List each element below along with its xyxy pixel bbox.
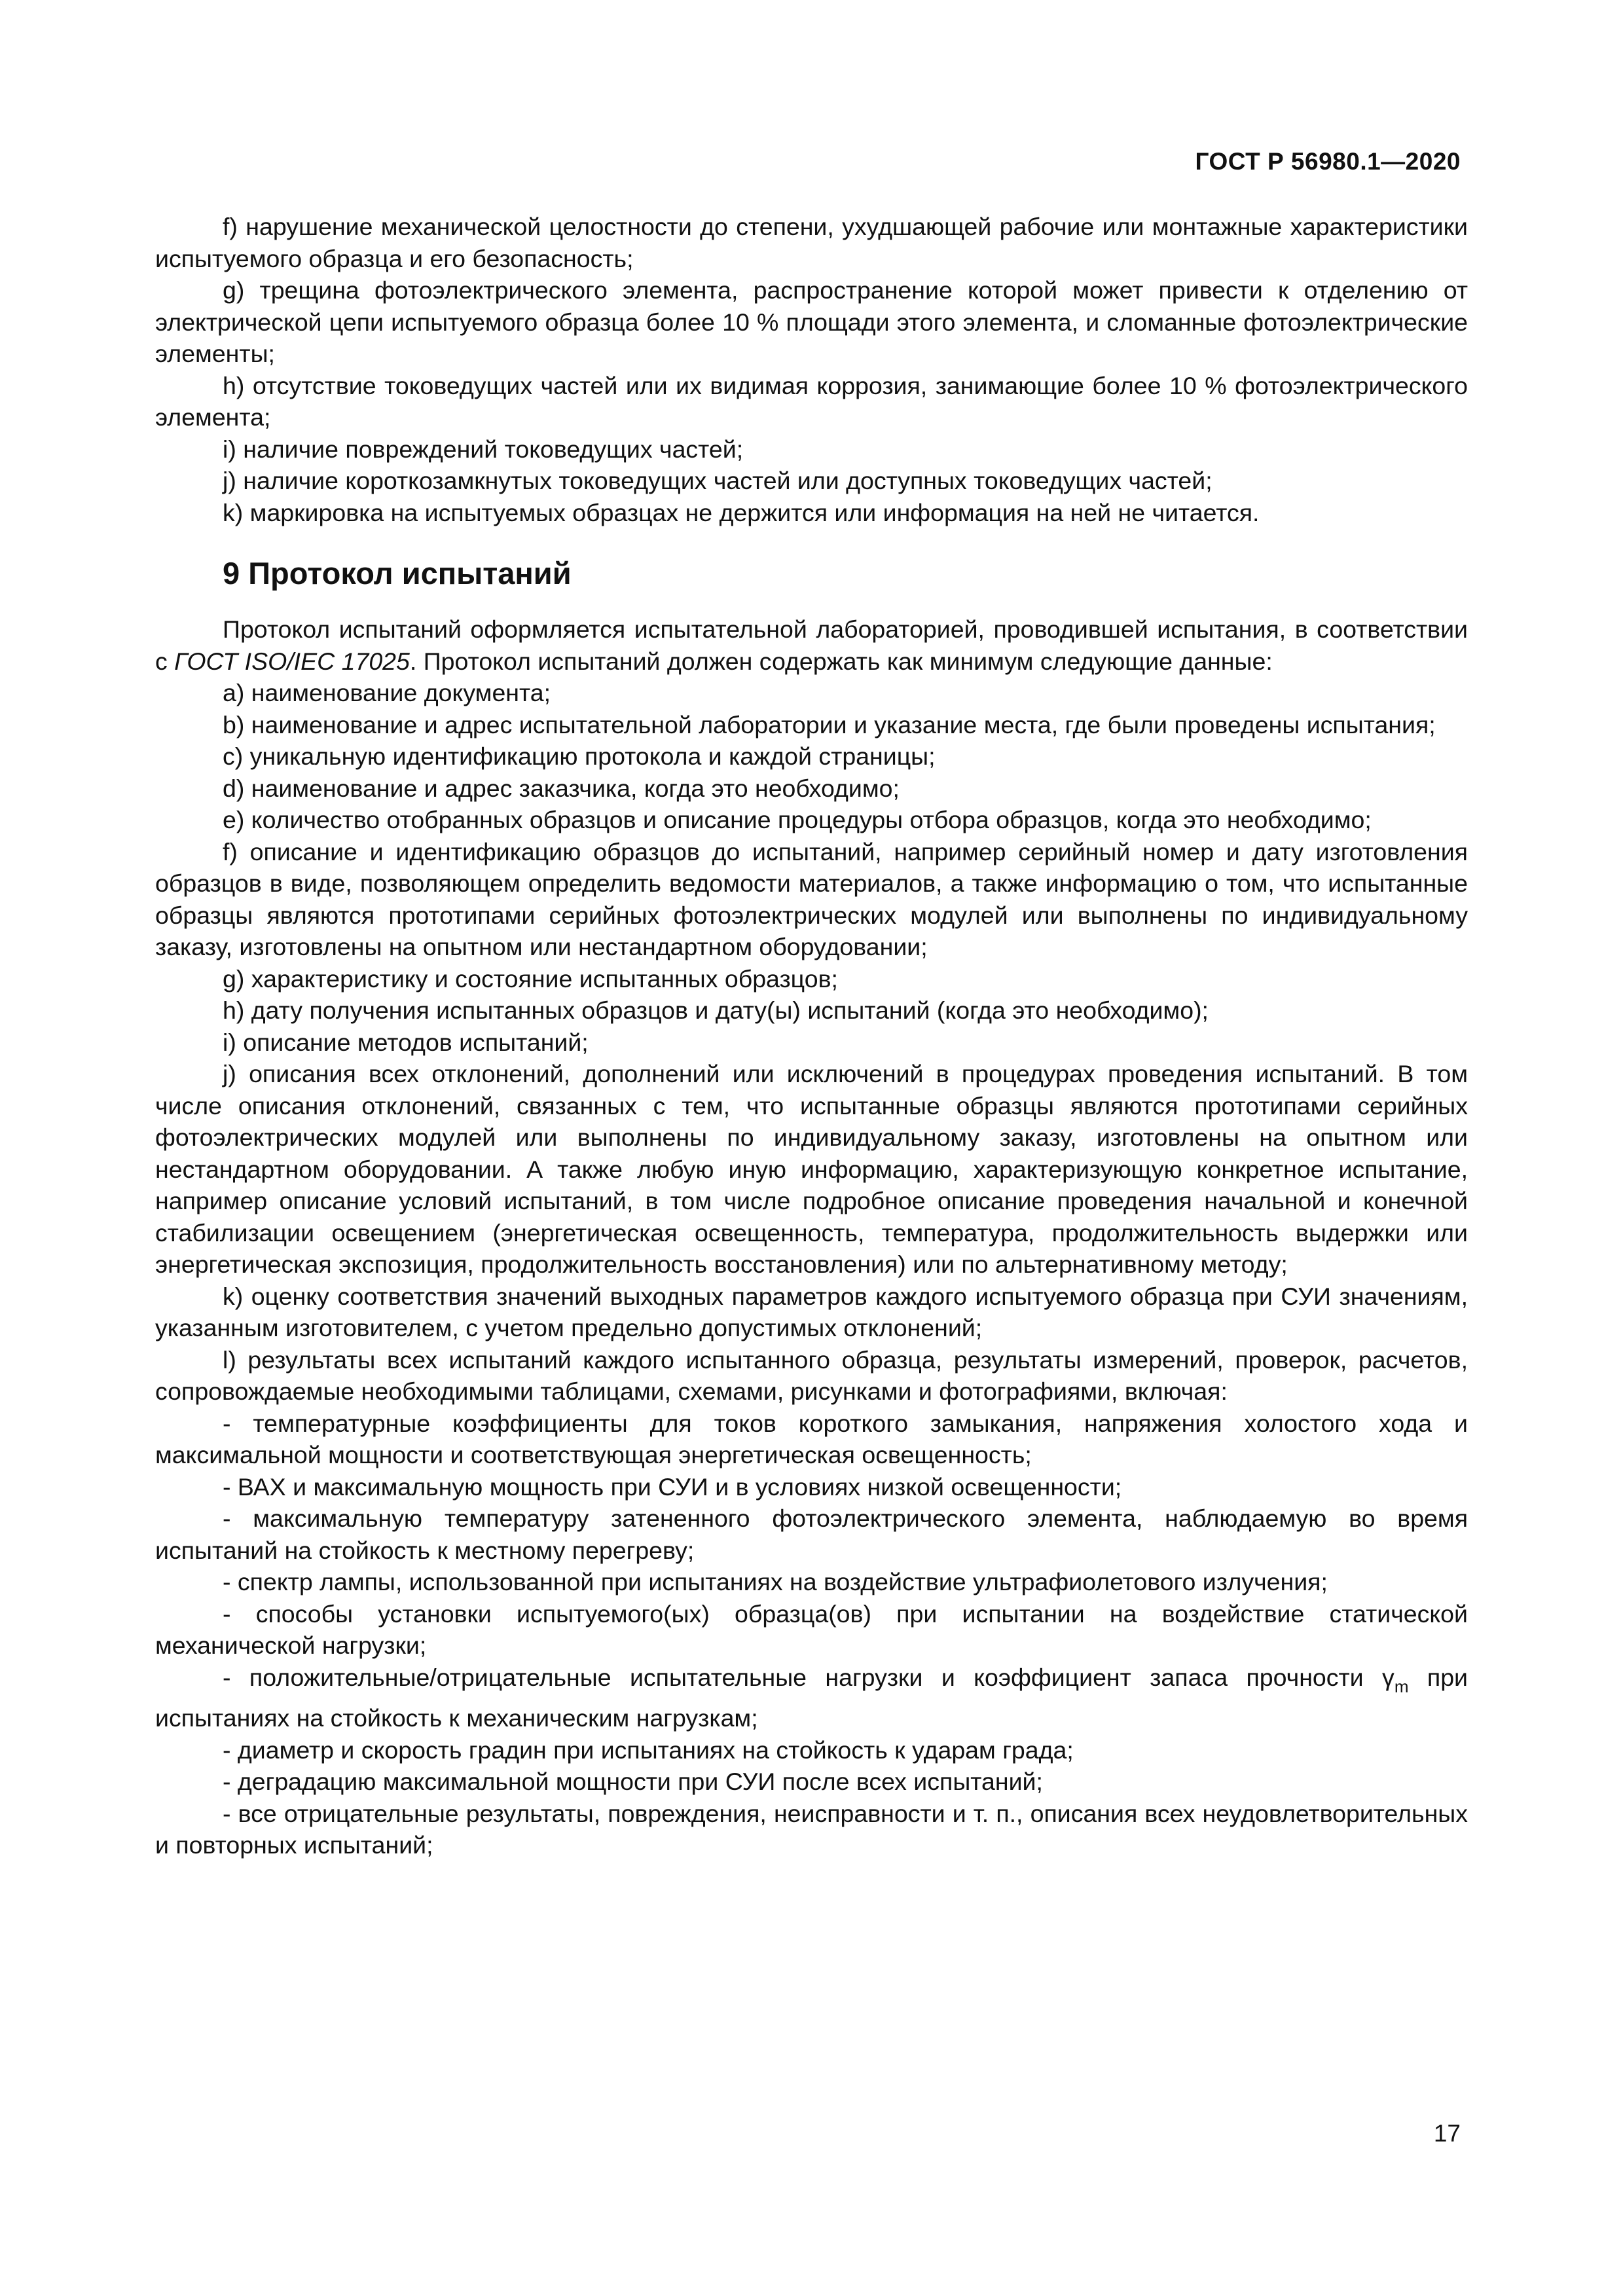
- list-item: g) характеристику и состояние испытанных образцов;: [223, 964, 838, 993]
- dash-item: [155, 1662, 1468, 1734]
- list-item: k) оценку соответствия значений выходных параметров каждого испытуемого образца при СУИ значениям, указанным изготовителем, с учетом предельно допустимых отклонений;: [155, 1282, 1468, 1341]
- list-item: i) наличие повреждений токоведущих частей;: [223, 435, 744, 463]
- list-item: b) наименование и адрес испытательной лаборатории и указание места, где были проведены испытания;: [223, 710, 1436, 738]
- list-item: i) описание методов испытаний;: [223, 1028, 589, 1056]
- page-number: 17: [1433, 2120, 1461, 2147]
- document-header: ГОСТ Р 56980.1—2020: [1195, 148, 1461, 175]
- list-item: j) описания всех отклонений, дополнений или исключений в процедурах проведения испытаний. В том числе описания отклонений, связанных с тем, что испытанные образцы являются прототипами серийных фотоэлектрических модулей или выполнены по индивидуальному заказу, изготовлены на опытном или нестандартном оборудовании. А также любую иную информацию, характеризующую конкретное испытание, например описание условий испытаний, в том числе подробное описание проведения начальной и конечной стабилизации освещением (энергетическая освещенность, температура, продолжительность выдержки или энергетическая экспозиция, продолжительность восстановления) или по альтернативному методу;: [155, 1060, 1468, 1278]
- dash-item: - способы установки испытуемого(ых) образца(ов) при испытании на воздействие статической механической нагрузки;: [155, 1599, 1468, 1659]
- list-item: h) отсутствие токоведущих частей или их видимая коррозия, занимающие более 10 % фотоэлектрического элемента;: [155, 371, 1468, 431]
- list-item: f) описание и идентификацию образцов до испытаний, например серийный номер и дату изготовления образцов в виде, позволяющем определить ведомости материалов, а также информацию о том, что испытанные образцы являются прототипами серийных фотоэлектрических модулей или выполнены по индивидуальному заказу, изготовлены на опытном или нестандартном оборудовании;: [155, 837, 1468, 960]
- gamma-text-before: - положительные/отрицательные испытательные нагрузки и коэффициент запаса прочности γ: [223, 1663, 1395, 1691]
- dash-item: - деградацию максимальной мощности при СУИ после всех испытаний;: [223, 1768, 1043, 1795]
- intro-text-before: Протокол испытаний оформляется испытательной лабораторией, проводившей испытания, в соответствии с: [155, 615, 1468, 675]
- section-heading: 9 Протокол испытаний: [223, 556, 572, 591]
- dash-item: - температурные коэффициенты для токов короткого замыкания, напряжения холостого хода и максимальной мощности и соответствующая энергетическая освещенность;: [155, 1409, 1468, 1468]
- list-item: f) нарушение механической целостности до степени, ухудшающей рабочие или монтажные характеристики испытуемого образца и его безопасность;: [155, 213, 1468, 272]
- gamma-text-after: при испытаниях на стойкость к механическим нагрузкам;: [155, 1663, 1468, 1732]
- list-item: e) количество отобранных образцов и описание процедуры отбора образцов, когда это необходимо;: [223, 806, 1372, 833]
- dash-item: - ВАХ и максимальную мощность при СУИ и в условиях низкой освещенности;: [223, 1472, 1122, 1501]
- list-item: h) дату получения испытанных образцов и дату(ы) испытаний (когда это необходимо);: [223, 996, 1209, 1024]
- dash-item: - спектр лампы, использованной при испытаниях на воздействие ультрафиолетового излучения;: [223, 1568, 1328, 1595]
- list-item: d) наименование и адрес заказчика, когда это необходимо;: [223, 774, 900, 802]
- list-item: l) результаты всех испытаний каждого испытанного образца, результаты измерений, проверок, расчетов, сопровождаемые необходимыми таблицами, схемами, рисунками и фотографиями, включая:: [155, 1345, 1468, 1405]
- intro-paragraph: [155, 613, 1468, 677]
- list-item: k) маркировка на испытуемых образцах не держится или информация на ней не читается.: [223, 498, 1260, 526]
- dash-item: - максимальную температуру затененного фотоэлектрического элемента, наблюдаемую во время испытаний на стойкость к местному перегреву;: [155, 1504, 1468, 1564]
- list-item: j) наличие короткозамкнутых токоведущих частей или доступных токоведущих частей;: [223, 467, 1213, 494]
- standard-reference: ГОСТ ISO/IEC 17025: [174, 647, 410, 675]
- dash-item: - все отрицательные результаты, повреждения, неисправности и т. п., описания всех неудовлетворительных и повторных испытаний;: [155, 1799, 1468, 1859]
- list-item: g) трещина фотоэлектрического элемента, распространение которой может привести к отделению от электрической цепи испытуемого образца более 10 % площади этого элемента, и сломанные фотоэлектрические элементы;: [155, 276, 1468, 367]
- intro-text-after: . Протокол испытаний должен содержать как минимум следующие данные:: [409, 647, 1273, 675]
- gamma-subscript: m: [1394, 1676, 1409, 1696]
- list-item: a) наименование документа;: [223, 679, 551, 706]
- list-item: c) уникальную идентификацию протокола и каждой страницы;: [223, 742, 936, 770]
- document-body: [155, 211, 1468, 1861]
- dash-item: - диаметр и скорость градин при испытаниях на стойкость к ударам града;: [223, 1736, 1074, 1764]
